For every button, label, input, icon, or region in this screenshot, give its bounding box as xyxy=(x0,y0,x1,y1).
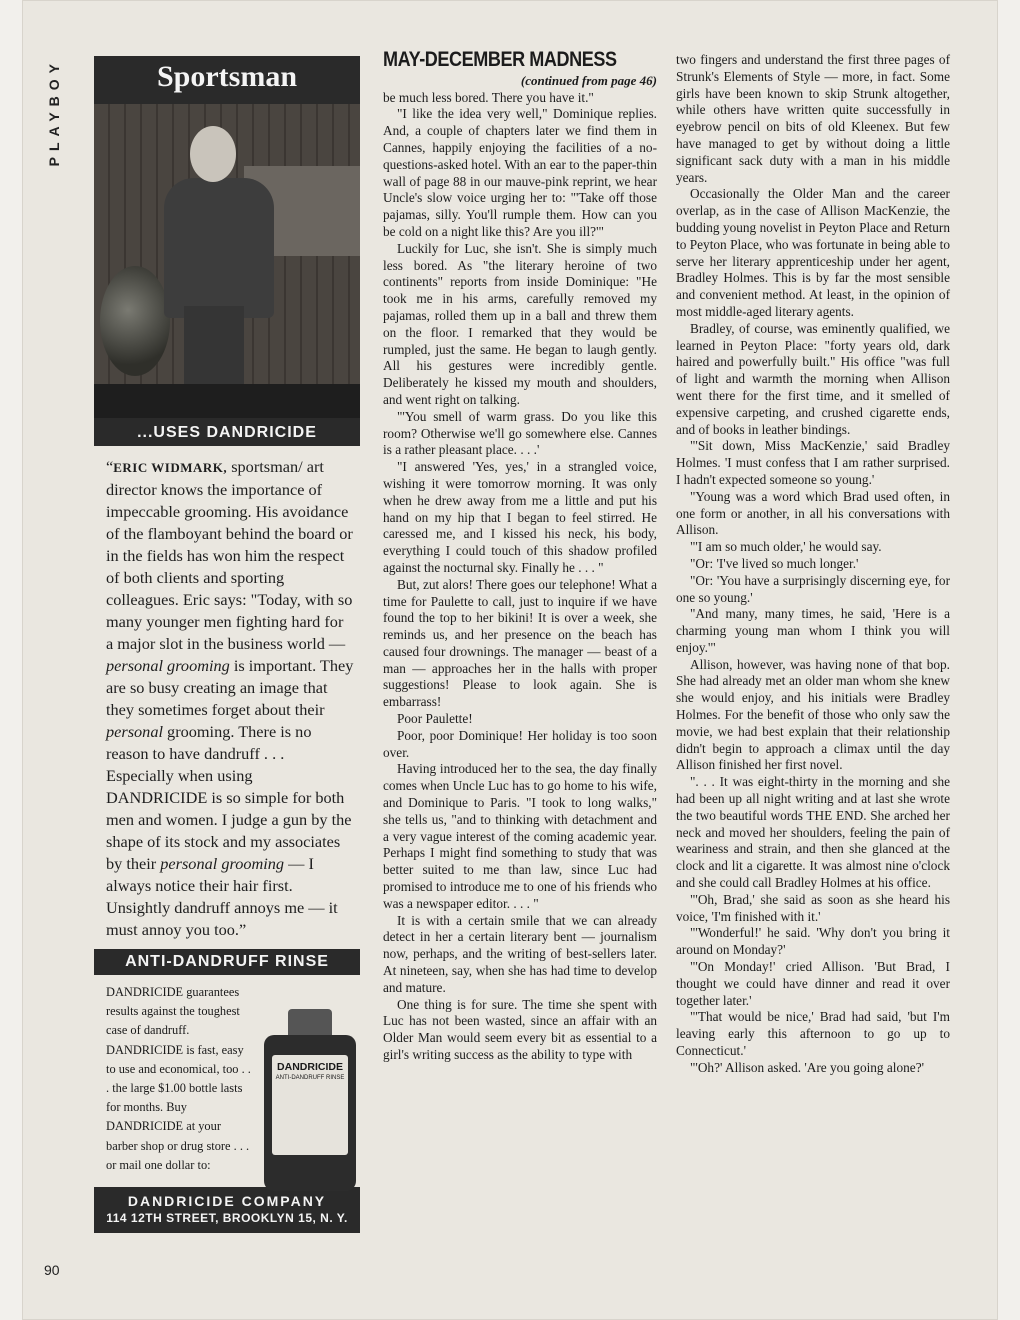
paragraph: "And many, many times, he said, 'Here is a charming young man whom I think you will enjoy.'" xyxy=(676,606,950,655)
paragraph: Poor Paulette! xyxy=(397,711,473,727)
sportsman-figure xyxy=(164,178,274,318)
bottle-label-brand: DANDRICIDE xyxy=(277,1061,343,1073)
testimonial-text-1: sportsman/ art director knows the importance of impeccable grooming. His avoidance of the flamboyant behind the board or in the fields has won him the respect of both clients and sporting colleagues. Eric says: "Today, with so many younger men fighting hard for a major slot in the business world — xyxy=(106,457,353,653)
rinse-banner: ANTI-DANDRUFF RINSE xyxy=(94,949,360,975)
paragraph: But, zut alors! There goes our telephone! What a time for Paulette to call, just to inquire if we have found the top to her bikini! It is over a week, she reminds us, and her presence on the beach has caused four drownings. The manager — beast of a man — approaches her in the halls with proper suggestions! Please to look again. She is embarrass! xyxy=(383,576,657,710)
bottle-label xyxy=(272,1055,348,1155)
company-name: DANDRICIDE COMPANY xyxy=(127,1193,327,1209)
paragraph: "'Oh?' Allison asked. 'Are you going alone?' xyxy=(690,1059,924,1075)
paragraph: "I answered 'Yes, yes,' in a strangled voice, wishing it were tomorrow morning. It was only when he drew away from me a little and put his hand on my hip that I began to feel stirred. He caressed me, and I kissed his neck, his body, everything I could touch of this shadow profiled against the nocturnal sky. Finally he . . . " xyxy=(383,459,657,575)
ad-small-copy: DANDRICIDE guarantees results against the toughest case of dandruff. DANDRICIDE is fast, easy to use and economical, too . . . the large $1.00 bottle lasts for months. Buy DANDRICIDE at your barber shop or drug store . . . or mail one dollar to: xyxy=(106,985,251,1172)
product-bottle-image xyxy=(264,1009,356,1191)
paragraph: Allison, however, was having none of that bop. She had already met an older man whom she knew she would enjoy, and his initials were Bradley Holmes. For the benefit of those who only saw the movie, we had best explain that their relationship didn't begin to approach a climax until the day Allison finished her first novel. xyxy=(676,656,950,773)
continued-note: (continued from page 46) xyxy=(520,72,657,88)
ad-photo-caption: ...USES DANDRICIDE xyxy=(137,424,317,441)
testimonial-emphasis-3: personal grooming xyxy=(160,854,285,873)
company-address-banner xyxy=(94,1187,360,1233)
plant-image xyxy=(100,266,170,376)
ad-headline: Sportsman xyxy=(156,60,298,93)
ad-photo xyxy=(94,56,360,446)
floor xyxy=(94,384,360,418)
paragraph: Poor, poor Dominique! Her holiday is too soon over. xyxy=(383,727,657,760)
testimonial-name: ERIC WIDMARK, xyxy=(113,460,228,475)
paragraph: two fingers and understand the first three pages of Strunk's Elements of Style — more, in fact. Some girls have been known to skip Strunk altogether, while others have written quite successfully in eyebrow pencil on bits of old Kleenex. But few have managed to get by without doing a little significant sack duty with a man in his middle years. xyxy=(676,52,950,185)
paragraph: "Or: 'I've lived so much longer.' xyxy=(690,555,859,571)
paragraph: Having introduced her to the sea, the day finally comes when Uncle Luc has to go home to his wife, and Dominique to Paris. "I took to long walks," she tells us, "and to thinking with detachment and a very vague interest of the coming academic year. Perhaps I might find something to study that was better suited to me than law, since Luc had promised to introduce me to one of his friends who was a newspaper editor. . . . " xyxy=(383,761,657,911)
open-quote-mark: “ xyxy=(106,457,114,476)
paragraph: "'Wonderful!' he said. 'Why don't you bring it around on Monday?' xyxy=(676,925,950,958)
paragraph: Luckily for Luc, she isn't. She is simply much less bored. As "the literary heroine of two continents" reports from inside Dominique: "He took me in his arms, carefully removed my pajamas, rolled them up in a ball and threw them on the floor. I remarked that they would be rumpled, just the same. He began to laugh gently. All his gestures were incredibly gentle. Deliberately he kissed my mouth and shoulders, and went right on talking. xyxy=(383,240,657,407)
paragraph: Bradley, of course, was eminently qualified, we learned in Peyton Place: "forty years old, dark haired and powerfully built." His office "was full of light and warmth the morning when Allison went there for the first time, and it smelled of expensive carpeting, and crushed cigarette ends, and of books in leather bindings. xyxy=(676,320,950,437)
company-address: 114 12TH STREET, BROOKLYN 15, N. Y. xyxy=(106,1211,348,1225)
running-head: PLAYBOY xyxy=(46,58,62,167)
paragraph: "Young was a word which Brad used often, in one form or another, in all his conversations with Allison. xyxy=(676,488,950,538)
paragraph: "'Oh, Brad,' she said as soon as she heard his voice, 'I'm finished with it.' xyxy=(676,891,950,924)
testimonial-emphasis-2: personal xyxy=(106,722,163,741)
dandricide-advertisement xyxy=(94,56,360,1233)
ad-testimonial xyxy=(94,456,354,941)
bottle-label-subtext: ANTI-DANDRUFF RINSE xyxy=(275,1075,345,1081)
testimonial-emphasis-1: personal grooming xyxy=(106,656,230,675)
sportsman-head xyxy=(190,126,236,182)
paragraph: "I like the idea very well," Dominique replies. And, a couple of chapters later we find them in Cannes, happily enjoying the facilities of a no-questions-asked hotel. With an ear to the paper-thin wall of page 88 in our mauve-pink reprint, we hear Uncle's slow voice urging her to: "'Take off those pajamas, silly. You'll rumple them. How can you be cold on a night like this? Are you ill?'" xyxy=(383,106,657,239)
paragraph: "'You smell of warm grass. Do you like this room? Otherwise we'll go somewhere else. Cannes is a rather pleasant place. . . .' xyxy=(383,408,657,458)
close-quote-mark: ” xyxy=(238,920,247,939)
paragraph: Occasionally the Older Man and the career overlap, as in the case of Allison MacKenzie, the budding young novelist in Peyton Place and Return to Peyton Place, who was fortunate in being able to serve her literary apprenticeship under her agent, Bradley Holmes. This is by far the most sensible and convenient method. At least, in the opinion of most middle-aged literary agents. xyxy=(676,186,950,319)
paragraph: "'On Monday!' cried Allison. 'But Brad, I thought we could have dinner and read it over together later.' xyxy=(676,959,950,1008)
paragraph: "Or: 'You have a surprisingly discerning eye, for one so young.' xyxy=(676,572,950,605)
article-title: MAY-DECEMBER MADNESS xyxy=(383,48,617,71)
testimonial-text-2: is important. They are so busy creating an image that they sometimes forget about their xyxy=(106,656,354,719)
article-column-1 xyxy=(383,48,657,1064)
testimonial-text-4: — I always notice their hair first. Unsightly dandruff annoys me — it must annoy you too. xyxy=(106,854,338,939)
paragraph: "'That would be nice,' Brad had said, 'but I'm leaving early this afternoon to go up to Connecticut.' xyxy=(676,1009,950,1059)
paragraph: It is with a certain smile that we can already detect in her a certain literary bent — journalism now, perhaps, and the writing of best-sellers later. At nineteen, say, when she has had time to develop and mature. xyxy=(383,912,657,995)
paragraph: be much less bored. There you have it." xyxy=(383,89,594,105)
paragraph: One thing is for sure. The time she spent with Luc has not been wasted, since an affair with an Older Man would seem every bit as essential to a girl's writing success as the ability to type with xyxy=(383,996,657,1063)
paragraph: "'Sit down, Miss MacKenzie,' said Bradley Holmes. 'I must confess that I am rather surprised. I hadn't expected someone so young.' xyxy=(676,438,950,487)
sportsman-legs xyxy=(184,306,244,386)
paragraph: "'I am so much older,' he would say. xyxy=(690,539,882,555)
article-column-2 xyxy=(676,52,950,1077)
page-number: 90 xyxy=(44,1262,60,1278)
ad-bottom-section xyxy=(94,975,360,1187)
paragraph: ". . . It was eight-thirty in the morning and she had been up all night writing and at last she wrote the two beautiful words THE END. She arched her neck and moved her shoulders, feeling the pain of weariness and strain, and then she glanced at the clock and lit a cigarette. It was almost nine o'clock and she could call Bradley Holmes at his office. xyxy=(676,774,950,891)
testimonial-text-3: grooming. There is no reason to have dandruff . . . Especially when using DANDRICIDE is so simple for both men and women. I judge a gun by the shape of its stock and my associates by their xyxy=(106,722,352,873)
